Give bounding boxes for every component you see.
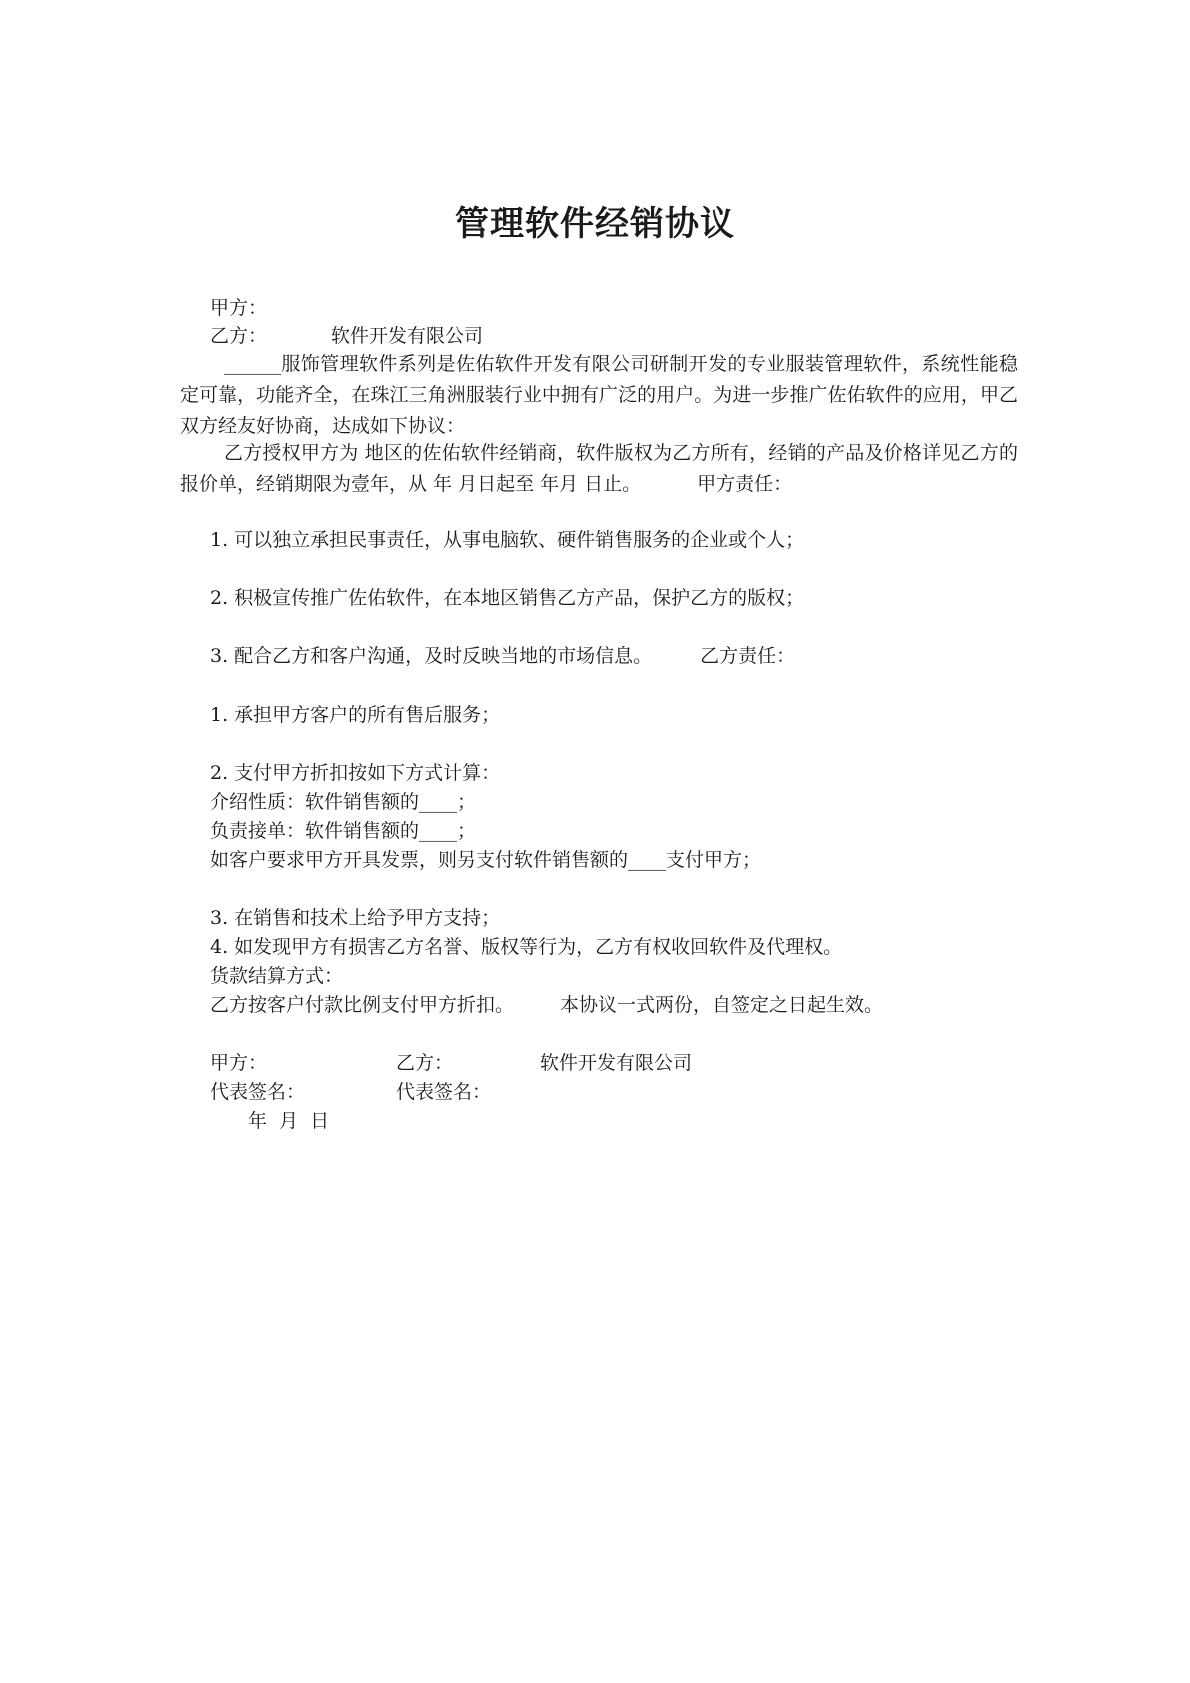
payment-text: 乙方按客户付款比例支付甲方折扣。 [210,994,515,1016]
sign-party-b-label: 乙方： [396,1052,454,1074]
discount-order-line: 负责接单：软件销售额的____； [210,820,477,842]
sign-date: 年 月 日 [248,1110,330,1132]
party-a-responsibility-heading: 甲方责任： [697,473,793,495]
authorization-paragraph [180,438,1018,500]
party-b-item-3: 3. 在销售和技术上给予甲方支持； [210,907,501,929]
payment-heading: 货款结算方式： [210,965,344,987]
sign-party-a-label: 甲方： [210,1052,268,1074]
sign-rep-b: 代表签名： [396,1081,492,1103]
party-b-label: 乙方： [210,325,268,347]
party-a-item-3-line [210,641,795,672]
intro-paragraph: ______服饰管理软件系列是佐佑软件开发有限公司研制开发的专业服装管理软件，系统性能稳定可靠，功能齐全，在珠江三角洲服装行业中拥有广泛的用户。为进一步推广佐佑软件的应用，甲乙双方经友好协商，达成如下协议： [180,353,1018,437]
payment-line [210,990,883,1021]
sign-rep-a: 代表签名： [210,1081,306,1103]
authorization-text: 乙方授权甲方为 地区的佐佑软件经销商，软件版权为乙方所有，经销的产品及价格详见乙方的报价单，经销期限为壹年，从 年 月日起至 年月 日止。 [180,442,1018,495]
validity-text: 本协议一式两份，自签定之日起生效。 [560,994,884,1016]
party-a-label: 甲方： [210,297,268,319]
party-b-item-2: 2. 支付甲方折扣按如下方式计算： [210,762,501,784]
party-b-line [210,321,483,352]
party-a-item-3: 3. 配合乙方和客户沟通，及时反映当地的市场信息。 [210,645,653,667]
discount-intro-line: 介绍性质：软件销售额的____； [210,791,477,813]
sign-party-b-name: 软件开发有限公司 [540,1052,693,1074]
party-b-responsibility-heading: 乙方责任： [700,645,796,667]
discount-invoice-line: 如客户要求甲方开具发票，则另支付软件销售额的____支付甲方； [210,849,762,871]
document-title: 管理软件经销协议 [455,204,735,244]
party-b-item-1: 1. 承担甲方客户的所有售后服务； [210,704,501,726]
party-a-item-2: 2. 积极宣传推广佐佑软件，在本地区销售乙方产品，保护乙方的版权； [210,587,805,609]
party-b-item-4: 4. 如发现甲方有损害乙方名誉、版权等行为，乙方有权收回软件及代理权。 [210,936,843,958]
party-a-item-1: 1. 可以独立承担民事责任，从事电脑软、硬件销售服务的企业或个人； [210,529,805,551]
party-b-name: 软件开发有限公司 [331,325,484,347]
